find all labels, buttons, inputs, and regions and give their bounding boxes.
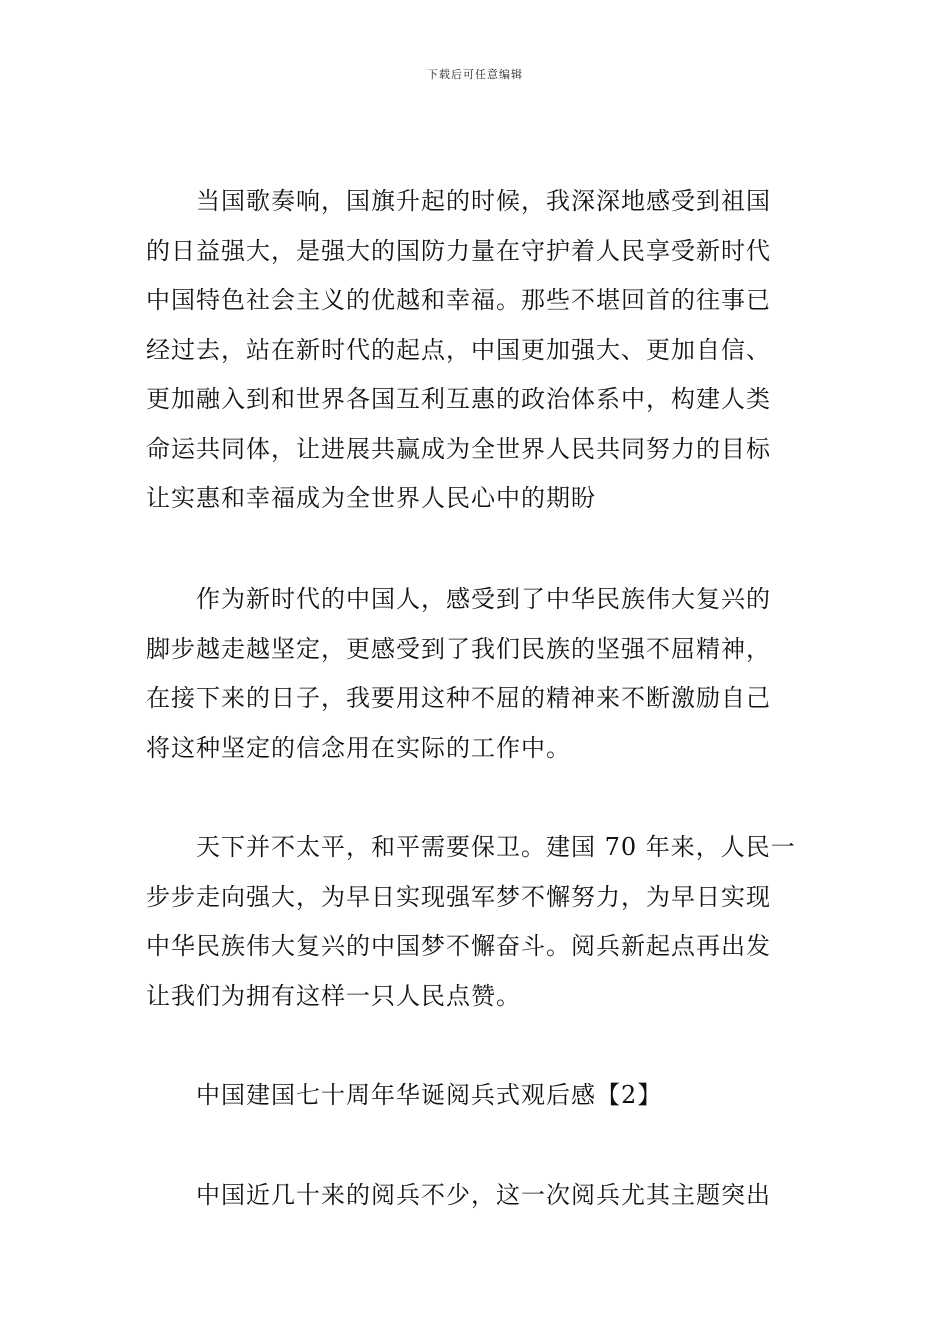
section-heading-text: 中国建国七十周年华诞阅兵式观后感【2】 [196,1081,663,1109]
paragraph-3 [146,823,806,1021]
paragraph-1 [146,177,806,524]
paragraph-line: 当国歌奏响，国旗升起的时候，我深深地感受到祖国 [196,187,771,215]
paragraph-line: 在接下来的日子，我要用这种不屈的精神来不断激励自己 [146,684,771,712]
paragraph-line: 中国近几十来的阅兵不少，这一次阅兵尤其主题突出 [196,1181,771,1209]
paragraph-line: 脚步越走越坚定，更感受到了我们民族的坚强不屈精神， [146,634,771,663]
paragraph-line: 经过去，站在新时代的起点，中国更加强大、更加自信、 [146,335,771,364]
paragraph-line: 步步走向强大，为早日实现强军梦不懈努力，为早日实现 [146,882,771,911]
paragraph-line: 中国特色社会主义的优越和幸福。那些不堪回首的往事已 [146,286,771,314]
paragraph-line: 将这种坚定的信念用在实际的工作中。 [146,733,571,762]
section-heading [146,1071,806,1121]
paragraph-line: 让我们为拥有这样一只人民点赞。 [146,981,521,1010]
paragraph-line: 命运共同体，让进展共赢成为全世界人民共同努力的目标 [146,434,771,463]
paragraph-line: 天下并不太平，和平需要保卫。建国 70 年来，人民一 [196,833,796,861]
paragraph-line: 的日益强大，是强大的国防力量在守护着人民享受新时代 [146,236,771,265]
paragraph-2 [146,575,806,773]
paragraph-line: 中华民族伟大复兴的中国梦不懈奋斗。阅兵新起点再出发 [146,932,771,960]
paragraph-line: 让实惠和幸福成为全世界人民心中的期盼 [146,484,596,512]
page-header-note: 下载后可任意编辑 [427,68,523,81]
paragraph-4 [146,1171,806,1221]
paragraph-line: 更加融入到和世界各国互利互惠的政治体系中，构建人类 [146,385,771,413]
paragraph-line: 作为新时代的中国人，感受到了中华民族伟大复兴的 [196,585,771,613]
